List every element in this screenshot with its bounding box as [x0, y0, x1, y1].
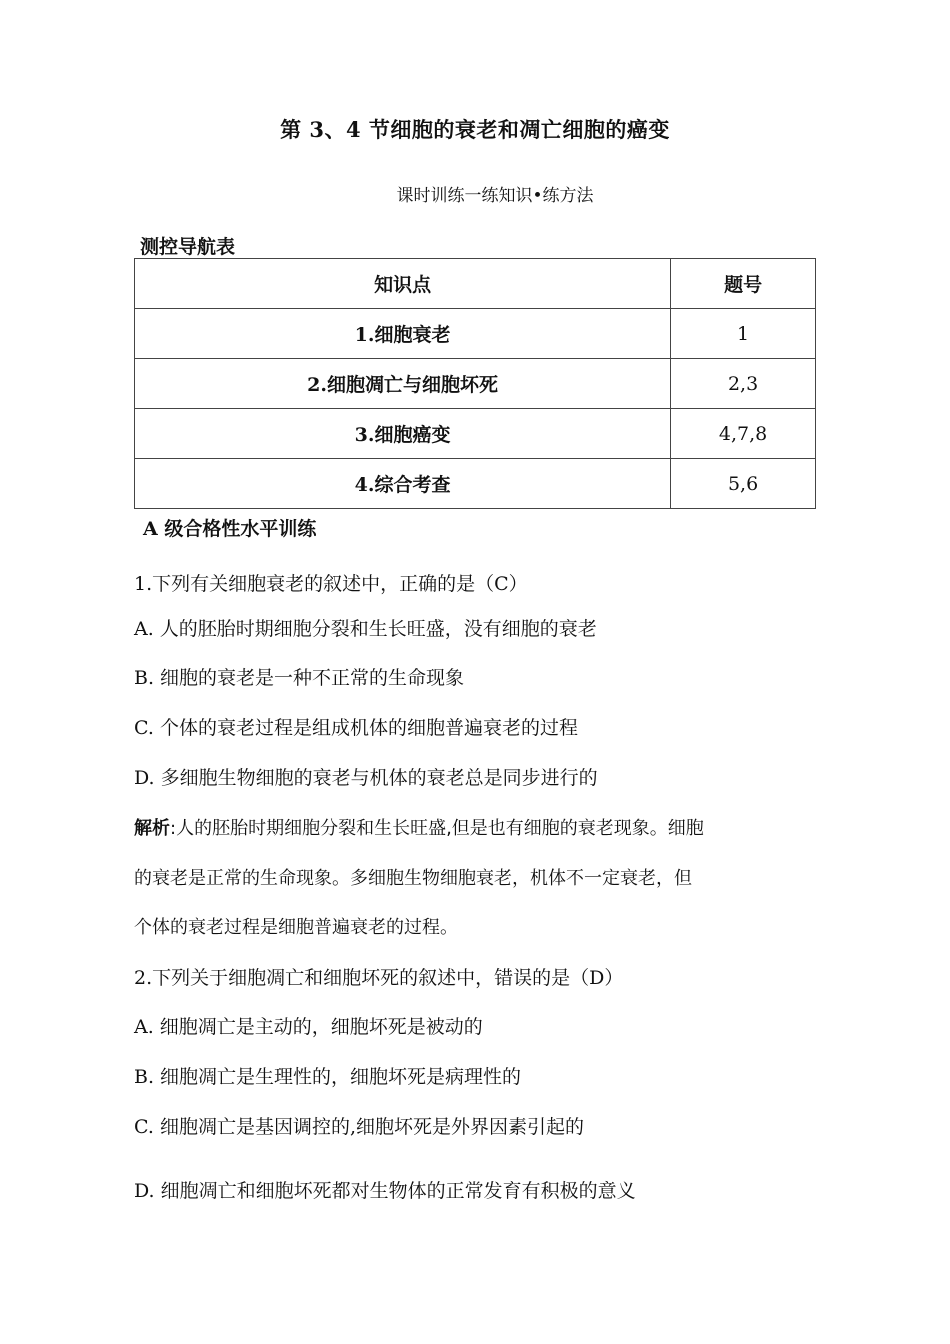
number-cell: 1 — [671, 309, 816, 359]
header-number: 题号 — [671, 259, 816, 309]
question-1-stem: 1.下列有关细胞衰老的叙述中，正确的是（C） — [134, 573, 528, 595]
question-1-option-a: A. 人的胚胎时期细胞分裂和生长旺盛，没有细胞的衰老 — [134, 618, 597, 640]
document-subtitle: 课时训练一练知识•练方法 — [396, 186, 594, 206]
question-1-option-b: B. 细胞的衰老是一种不正常的生命现象 — [134, 667, 465, 689]
document-title: 第 3、4 节细胞的衰老和凋亡细胞的癌变 — [280, 117, 670, 142]
section-a-heading: A 级合格性水平训练 — [143, 518, 317, 540]
table-row — [135, 359, 816, 409]
question-1-analysis-line-1 — [134, 814, 704, 840]
question-2-stem: 2.下列关于细胞凋亡和细胞坏死的叙述中，错误的是（D） — [134, 967, 624, 989]
question-1-analysis-line-3: 个体的衰老过程是细胞普遍衰老的过程。 — [134, 917, 458, 938]
question-1-option-d: D. 多细胞生物细胞的衰老与机体的衰老总是同步进行的 — [134, 767, 598, 789]
topic-cell: 3.细胞癌变 — [135, 409, 671, 459]
topic-cell: 2.细胞凋亡与细胞坏死 — [135, 359, 671, 409]
question-1-option-c: C. 个体的衰老过程是组成机体的细胞普遍衰老的过程 — [134, 717, 578, 739]
number-cell: 4,7,8 — [671, 409, 816, 459]
question-2-option-a: A. 细胞凋亡是主动的，细胞坏死是被动的 — [134, 1016, 483, 1038]
question-1-analysis-line-2: 的衰老是正常的生命现象。多细胞生物细胞衰老，机体不一定衰老，但 — [134, 868, 692, 889]
analysis-text: :人的胚胎时期细胞分裂和生长旺盛,但是也有细胞的衰老现象。细胞 — [170, 818, 704, 839]
table-row — [135, 309, 816, 359]
topic-cell: 1.细胞衰老 — [135, 309, 671, 359]
topic-cell: 4.综合考查 — [135, 459, 671, 509]
question-2-option-d: D. 细胞凋亡和细胞坏死都对生物体的正常发育有积极的意义 — [134, 1180, 636, 1202]
table-row — [135, 409, 816, 459]
question-2-option-c: C. 细胞凋亡是基因调控的,细胞坏死是外界因素引起的 — [134, 1116, 584, 1138]
number-cell: 2,3 — [671, 359, 816, 409]
table-row — [135, 459, 816, 509]
analysis-label: 解析 — [134, 818, 170, 839]
question-2-option-b: B. 细胞凋亡是生理性的，细胞坏死是病理性的 — [134, 1066, 522, 1088]
table-header-row — [135, 259, 816, 309]
number-cell: 5,6 — [671, 459, 816, 509]
nav-table — [134, 258, 816, 509]
header-topic: 知识点 — [135, 259, 671, 309]
nav-table-label: 测控导航表 — [140, 236, 236, 258]
